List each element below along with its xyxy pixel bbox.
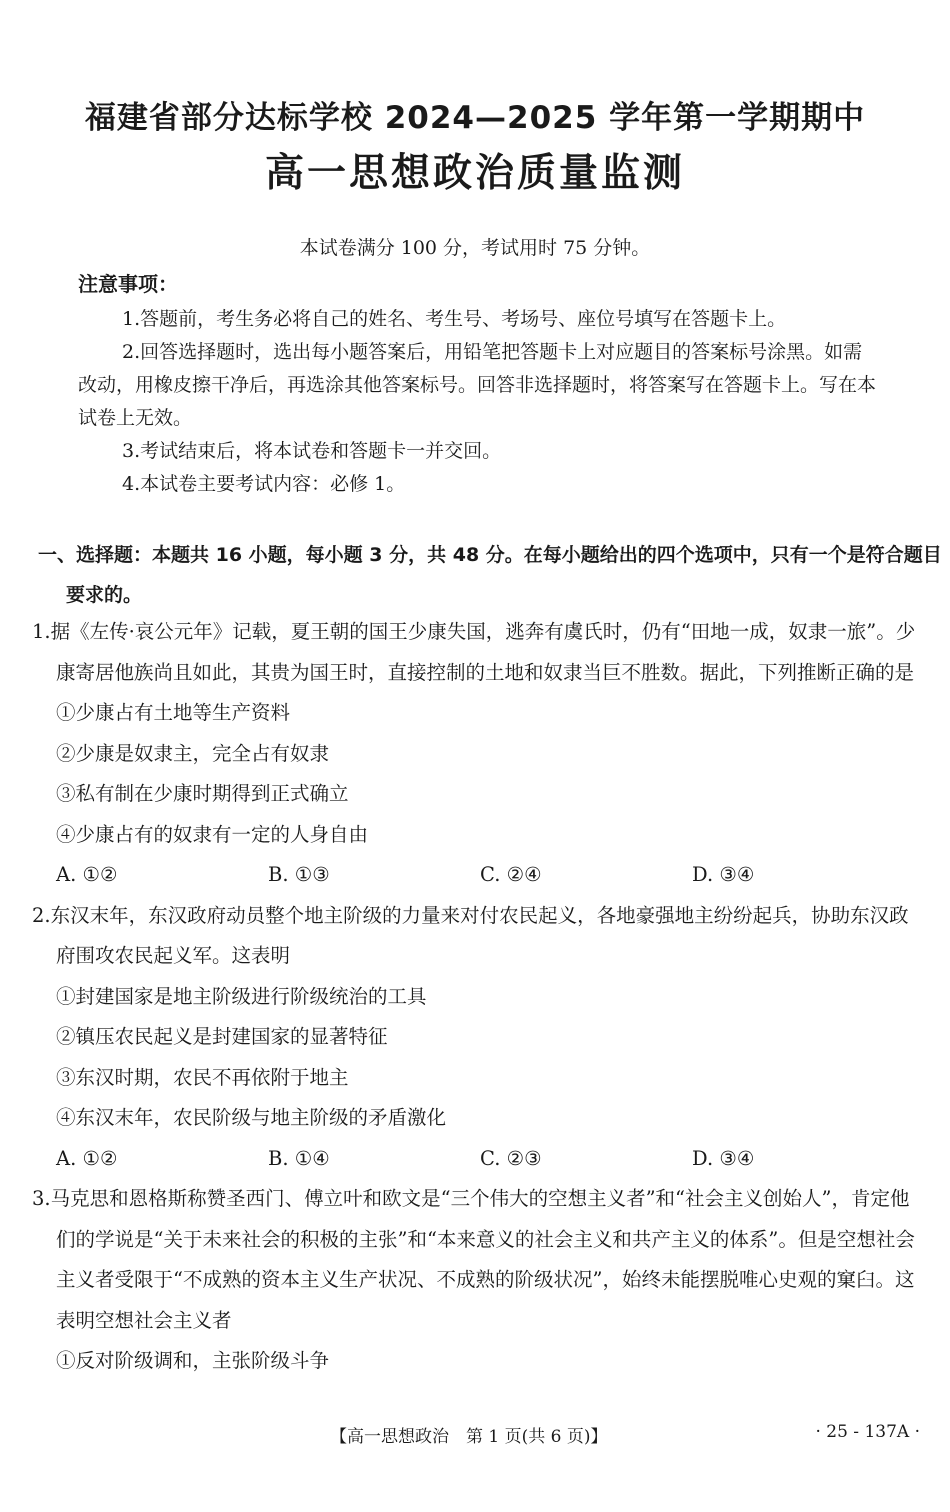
notice-item: 1.答题前，考生务必将自己的姓名、考生号、考场号、座位号填写在答题卡上。 [122, 308, 787, 330]
statement-option: ②少康是奴隶主，完全占有奴隶 [56, 741, 330, 765]
choice-d: D. ③④ [692, 863, 755, 886]
section-heading: 一、选择题：本题共 16 小题，每小题 3 分，共 48 分。在每小题给出的四个选项中，只有一个是符合题目要求的。 [38, 544, 942, 606]
exam-title-line1: 福建省部分达标学校 2024—2025 学年第一学期期中 [84, 100, 866, 136]
notice-item: 2.回答选择题时，选出每小题答案后，用铅笔把答题卡上对应题目的答案标号涂黑。如需改动，用橡皮擦干净后，再选涂其他答案标号。回答非选择题时，将答案写在答题卡上。写在本试卷上无效。 [78, 341, 877, 429]
answer-choices [32, 855, 922, 896]
notice-list [78, 303, 878, 501]
statement-option: ③东汉时期，农民不再依附于地主 [56, 1065, 349, 1089]
choice-a: A. ①② [56, 863, 118, 886]
statement-option: ①封建国家是地主阶级进行阶级统治的工具 [56, 984, 427, 1008]
statement-option: ①少康占有土地等生产资料 [56, 701, 291, 724]
answer-choices [32, 1139, 922, 1180]
footer-page-info: 【高一思想政治 第 1 页(共 6 页)】 [330, 1427, 608, 1447]
question-list [32, 612, 922, 1382]
statement-option: ④少康占有的奴隶有一定的人身自由 [56, 822, 369, 846]
statement-option: ②镇压农民起义是封建国家的显著特征 [56, 1025, 388, 1048]
notice-item: 3.考试结束后，将本试卷和答题卡一并交回。 [122, 440, 502, 462]
statement-option: ①反对阶级调和，主张阶级斗争 [56, 1349, 330, 1372]
question-stem: 3.马克思和恩格斯称赞圣西门、傅立叶和欧文是“三个伟大的空想主义者”和“社会主义创始人”，肯定他们的学说是“关于未来社会的积极的主张”和“本来意义的社会主义和共产主义的体系”。但是空想社会主义者受限于“不成熟的资本主义生产状况、不成熟的阶级状况”，始终未能摆脱唯心史观的窠臼。这表明空想社会主义者 [32, 1187, 915, 1332]
choice-d: D. ③④ [692, 1146, 755, 1170]
notice-item: 4.本试卷主要考试内容：必修 1。 [122, 473, 406, 495]
question-stem: 1.据《左传·哀公元年》记载，夏王朝的国王少康失国，逃奔有虞氏时，仍有“田地一成，奴隶一旅”。少康寄居他族尚且如此，其贵为国王时，直接控制的土地和奴隶当巨不胜数。据此，下列推断正确的是 [32, 620, 916, 684]
choice-b: B. ①③ [268, 863, 330, 886]
choice-c: C. ②④ [480, 863, 542, 886]
choice-c: C. ②③ [480, 1146, 542, 1170]
question-3 [32, 1179, 922, 1382]
exam-info: 本试卷满分 100 分，考试用时 75 分钟。 [299, 237, 651, 259]
choice-b: B. ①④ [268, 1146, 330, 1170]
question-1 [32, 612, 922, 896]
question-stem: 2.东汉末年，东汉政府动员整个地主阶级的力量来对付农民起义，各地豪强地主纷纷起兵，协助东汉政府围攻农民起义军。这表明 [32, 903, 909, 967]
exam-title-line2: 高一思想政治质量监测 [264, 151, 685, 196]
choice-a: A. ①② [56, 1146, 118, 1170]
statement-option: ③私有制在少康时期得到正式确立 [56, 782, 349, 805]
statement-option: ④东汉末年，农民阶级与地主阶级的矛盾激化 [56, 1106, 447, 1129]
notice-heading: 注意事项： [78, 272, 178, 296]
footer-paper-code: · 25 - 137A · [815, 1422, 920, 1442]
question-2 [32, 896, 922, 1180]
